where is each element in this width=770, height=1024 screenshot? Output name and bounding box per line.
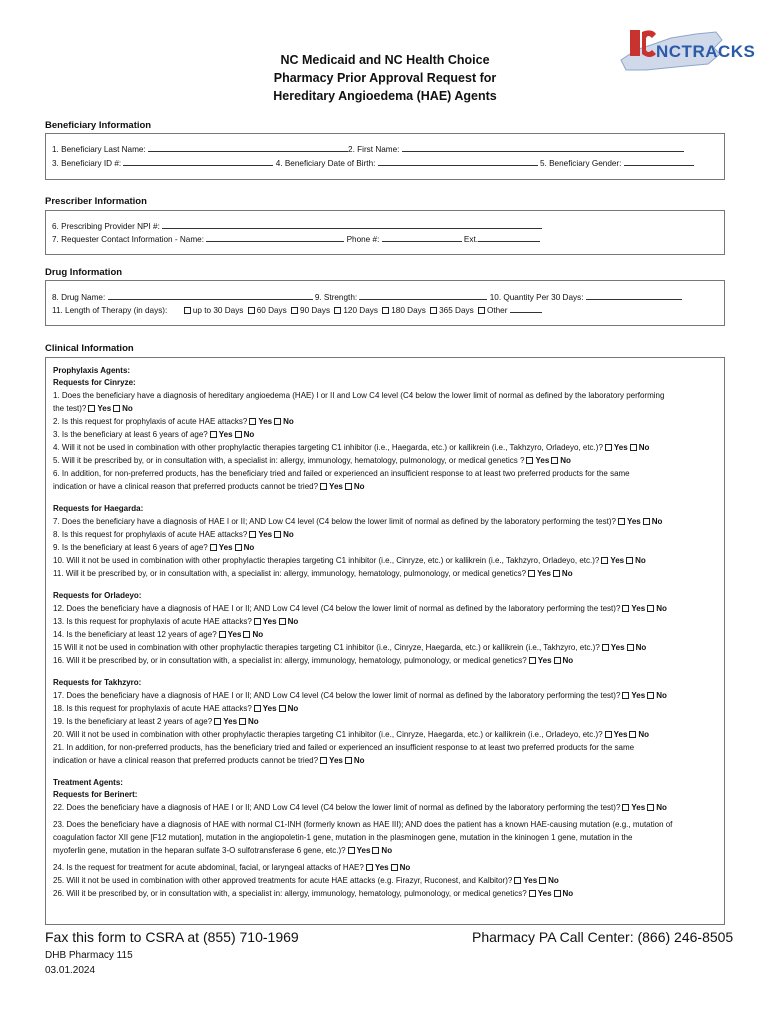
q1-no-checkbox[interactable] [113,405,120,412]
npi-field[interactable] [162,219,542,229]
form-date: 03.01.2024 [45,965,96,976]
q8-no-checkbox[interactable] [274,531,281,538]
first-name-label: 2. First Name: [348,145,400,154]
q16-yes-checkbox[interactable] [529,657,536,664]
q25-yes-checkbox[interactable] [514,877,521,884]
question-26: 26. Will it be prescribed by, or in consultation with, a specialist in: allergy, immunology, hematology, pulmonology, or medical genetics? Yes No [53,889,574,898]
strength-field[interactable] [359,290,487,300]
last-name-label: 1. Beneficiary Last Name: [52,145,146,154]
prescriber-row-2 [52,232,540,246]
q20-no-checkbox[interactable] [629,731,636,738]
strength-label: 9. Strength: [314,293,358,302]
q15-yes-checkbox[interactable] [602,644,609,651]
form-id: DHB Pharmacy 115 [45,950,133,961]
q16-no-checkbox[interactable] [554,657,561,664]
q8-yes-checkbox[interactable] [249,531,256,538]
q19-no-checkbox[interactable] [239,718,246,725]
treatment-heading: Treatment Agents: [53,778,123,787]
question-25: 25. Will it not be used in combination with other approved treatments for acute HAE attacks (e.g. Firazyr, Ruconest, and Kalbitor)? Yes No [53,876,559,885]
question-22: 22. Does the beneficiary have a diagnosis of HAE I or II; AND Low C4 level (C4 below the lower limit of normal as defined by the laboratory performing the test)? Yes No [53,803,667,812]
form-title-line-1: NC Medicaid and NC Health Choice [280,53,490,67]
fax-instructions: Fax this form to CSRA at (855) 710-1969 [45,929,299,945]
q14-yes-checkbox[interactable] [219,631,226,638]
q18-yes-checkbox[interactable] [254,705,261,712]
q20-yes-checkbox[interactable] [605,731,612,738]
clinical-section-title: Clinical Information [45,343,134,354]
q25-no-checkbox[interactable] [539,877,546,884]
call-center-number: Pharmacy PA Call Center: (866) 246-8505 [472,929,734,945]
opt-180-label: 180 Days [391,306,426,315]
beneficiary-row-1 [52,142,684,156]
q5-yes-checkbox[interactable] [526,457,533,464]
question-8: 8. Is this request for prophylaxis of acute HAE attacks? Yes No [53,530,294,539]
beneficiary-id-field[interactable] [123,156,273,166]
question-19: 19. Is the beneficiary at least 2 years of age? Yes No [53,717,259,726]
q22-yes-checkbox[interactable] [622,804,629,811]
opt-90-checkbox[interactable] [291,307,298,314]
question-14: 14. Is the beneficiary at least 12 years of age? Yes No [53,630,264,639]
question-16: 16. Will it be prescribed by, or in consultation with, a specialist in: allergy, immunology, hematology, pulmonology, or medical genetics? Yes No [53,656,574,665]
q21-no-checkbox[interactable] [345,757,352,764]
first-name-field[interactable] [402,142,684,152]
question-5: 5. Will it be prescribed by, or in consultation with, a specialist in: allergy, immunology, hematology, pulmonology, or medical genetics ? Yes No [53,456,571,465]
phone-field[interactable] [382,232,462,242]
q4-yes-checkbox[interactable] [605,444,612,451]
question-12: 12. Does the beneficiary have a diagnosis of HAE I or II; AND Low C4 level (C4 below the lower limit of normal as defined by the laboratory performing the test)? Yes No [53,604,667,613]
q15-no-checkbox[interactable] [627,644,634,651]
dob-field[interactable] [378,156,538,166]
q12-yes-checkbox[interactable] [622,605,629,612]
q24-yes-checkbox[interactable] [366,864,373,871]
takhzyro-heading: Requests for Takhzyro: [53,678,142,687]
question-24: 24. Is the request for treatment for acute abdominal, facial, or laryngeal attacks of HAE? Yes No [53,863,411,872]
opt-60-label: 60 Days [256,306,287,315]
opt-other-label: Other [486,306,508,315]
q4-no-checkbox[interactable] [630,444,637,451]
question-3: 3. Is the beneficiary at least 6 years of age? Yes No [53,430,255,439]
berinert-heading: Requests for Berinert: [53,790,138,799]
other-days-field[interactable] [510,303,542,313]
logo-text: NCTRACKS [656,42,756,61]
q21-yes-checkbox[interactable] [320,757,327,764]
q19-yes-checkbox[interactable] [214,718,221,725]
q7-yes-checkbox[interactable] [618,518,625,525]
q17-yes-checkbox[interactable] [622,692,629,699]
q11-yes-checkbox[interactable] [528,570,535,577]
q23-no-checkbox[interactable] [372,847,379,854]
q10-yes-checkbox[interactable] [601,557,608,564]
prescriber-section-title: Prescriber Information [45,196,147,207]
opt-365-label: 365 Days [439,306,474,315]
haegarda-heading: Requests for Haegarda: [53,504,144,513]
drug-row-2 [52,303,542,317]
question-4: 4. Will it not be used in combination with other prophylactic therapies targeting C1 inhibitor (i.e., Haegarda, etc.) or kallikrein (i.e., Takhzyro, Orladeyo, etc.)? Yes No [53,443,650,452]
question-21: 21. In addition, for non-preferred products, has the beneficiary tried and failed or experienced an insufficient response to at least two preferred products for the same [53,743,635,752]
question-13: 13. Is this request for prophylaxis of acute HAE attacks? Yes No [53,617,299,626]
drug-name-label: 8. Drug Name: [52,293,106,302]
question-1: 1. Does the beneficiary have a diagnosis of hereditary angioedema (HAE) I or II and Low C4 level (C4 below the lower limit of normal as defined by the laboratory performing [53,391,665,400]
beneficiary-id-label: 3. Beneficiary ID #: [52,159,122,168]
question-6-cont: indication or have a clinical reason that preferred products cannot be tried? Yes No [53,482,365,491]
q17-no-checkbox[interactable] [647,692,654,699]
q3-yes-checkbox[interactable] [210,431,217,438]
question-2: 2. Is this request for prophylaxis of acute HAE attacks? Yes No [53,417,294,426]
q26-no-checkbox[interactable] [554,890,561,897]
question-9: 9. Is the beneficiary at least 6 years of age? Yes No [53,543,255,552]
question-1-cont: the test)? Yes No [53,404,133,413]
question-23-cont-1: coagulation factor XII gene [F12 mutation], mutation in the angiopoletin-1 gene, mutation in the plasminogen gene, mutation in the kininogen 1 gene, mutation in the [53,833,633,842]
question-10: 10. Will it not be used in combination with other prophylactic therapies targeting C1 inhibitor (i.e., Cinryze, etc.) or kallikrein (i.e., Takhzyro, Orladeyo, etc.)? Yes No [53,556,646,565]
orladeyo-heading: Requests for Orladeyo: [53,591,142,600]
q9-yes-checkbox[interactable] [210,544,217,551]
opt-30-label: up to 30 Days [192,306,244,315]
form-title-line-3: Hereditary Angioedema (HAE) Agents [273,89,497,103]
ext-field[interactable] [478,232,540,242]
q11-no-checkbox[interactable] [553,570,560,577]
drug-section-title: Drug Information [45,267,123,278]
q13-yes-checkbox[interactable] [254,618,261,625]
question-23-cont-2: myoferlin gene, mutation in the heparan sulfate 3-O sulfotransferase 6 gene, etc.)? Yes No [53,846,393,855]
clinical-content [53,365,721,900]
quantity-label: 10. Quantity Per 30 Days: [489,293,584,302]
opt-other-checkbox[interactable] [478,307,485,314]
q2-yes-checkbox[interactable] [249,418,256,425]
requester-name-label: 7. Requester Contact Information - Name: [52,235,204,244]
q23-yes-checkbox[interactable] [348,847,355,854]
opt-120-label: 120 Days [343,306,378,315]
opt-180-checkbox[interactable] [382,307,389,314]
opt-120-checkbox[interactable] [334,307,341,314]
q6-yes-checkbox[interactable] [320,483,327,490]
beneficiary-row-2 [52,156,694,170]
phone-label: Phone #: [346,235,380,244]
dob-label: 4. Beneficiary Date of Birth: [275,159,376,168]
question-6: 6. In addition, for non-preferred products, has the beneficiary tried and failed or experienced an insufficient response to at least two preferred products for the same [53,469,630,478]
question-21-cont: indication or have a clinical reason that preferred products cannot be tried? Yes No [53,756,365,765]
question-7: 7. Does the beneficiary have a diagnosis of HAE I or II; AND Low C4 level (C4 below the lower limit of normal as defined by the laboratory performing the test)? Yes No [53,517,663,526]
q22-no-checkbox[interactable] [647,804,654,811]
q3-no-checkbox[interactable] [235,431,242,438]
q2-no-checkbox[interactable] [274,418,281,425]
nctracks-logo [616,20,756,78]
cinryze-heading: Requests for Cinryze: [53,378,136,387]
q24-no-checkbox[interactable] [391,864,398,871]
question-17: 17. Does the beneficiary have a diagnosis of HAE I or II; AND Low C4 level (C4 below the lower limit of normal as defined by the laboratory performing the test)? Yes No [53,691,667,700]
q10-no-checkbox[interactable] [626,557,633,564]
prescriber-row-1 [52,219,542,233]
question-15: 15 Will it not be used in combination with other prophylactic therapies targeting C1 inhibitor (i.e., Cinryze, Haegarda, etc.) or kallikrein (i.e., Takhzyro, etc.)? Yes No [53,643,647,652]
q1-yes-checkbox[interactable] [88,405,95,412]
q12-no-checkbox[interactable] [647,605,654,612]
q9-no-checkbox[interactable] [235,544,242,551]
gender-label: 5. Beneficiary Gender: [539,159,622,168]
requester-name-field[interactable] [206,232,344,242]
q6-no-checkbox[interactable] [345,483,352,490]
q5-no-checkbox[interactable] [551,457,558,464]
drug-row-1 [52,290,682,304]
gender-field[interactable] [624,156,694,166]
q13-no-checkbox[interactable] [279,618,286,625]
opt-365-checkbox[interactable] [430,307,437,314]
prophylaxis-heading: Prophylaxis Agents: [53,366,131,375]
question-23: 23. Does the beneficiary have a diagnosis of HAE with normal C1-INH (formerly known as HAE III); AND does the patient has a known HAE-causing mutation (e.g., mutation of [53,820,673,829]
question-11: 11. Will it be prescribed by, or in consultation with, a specialist in: allergy, immunology, hematology, pulmonology, or medical genetics? Yes No [53,569,573,578]
ext-label: Ext. [463,235,479,244]
beneficiary-section-title: Beneficiary Information [45,120,152,131]
q14-no-checkbox[interactable] [243,631,250,638]
q26-yes-checkbox[interactable] [529,890,536,897]
last-name-field[interactable] [148,142,348,152]
opt-90-label: 90 Days [300,306,331,315]
question-20: 20. Will it not be used in combination with other prophylactic therapies targeting C1 inhibitor (i.e., Cinryze, Haegarda, etc.) or kallikrein (i.e., Orladeyo, etc.)? Yes No [53,730,650,739]
therapy-length-label: 11. Length of Therapy (in days): [52,306,168,315]
q18-no-checkbox[interactable] [279,705,286,712]
question-18: 18. Is this request for prophylaxis of acute HAE attacks? Yes No [53,704,299,713]
form-title-line-2: Pharmacy Prior Approval Request for [273,71,497,85]
npi-label: 6. Prescribing Provider NPI #: [52,222,160,231]
drug-name-field[interactable] [108,290,313,300]
opt-60-checkbox[interactable] [248,307,255,314]
q7-no-checkbox[interactable] [643,518,650,525]
opt-30-checkbox[interactable] [184,307,191,314]
quantity-field[interactable] [586,290,682,300]
